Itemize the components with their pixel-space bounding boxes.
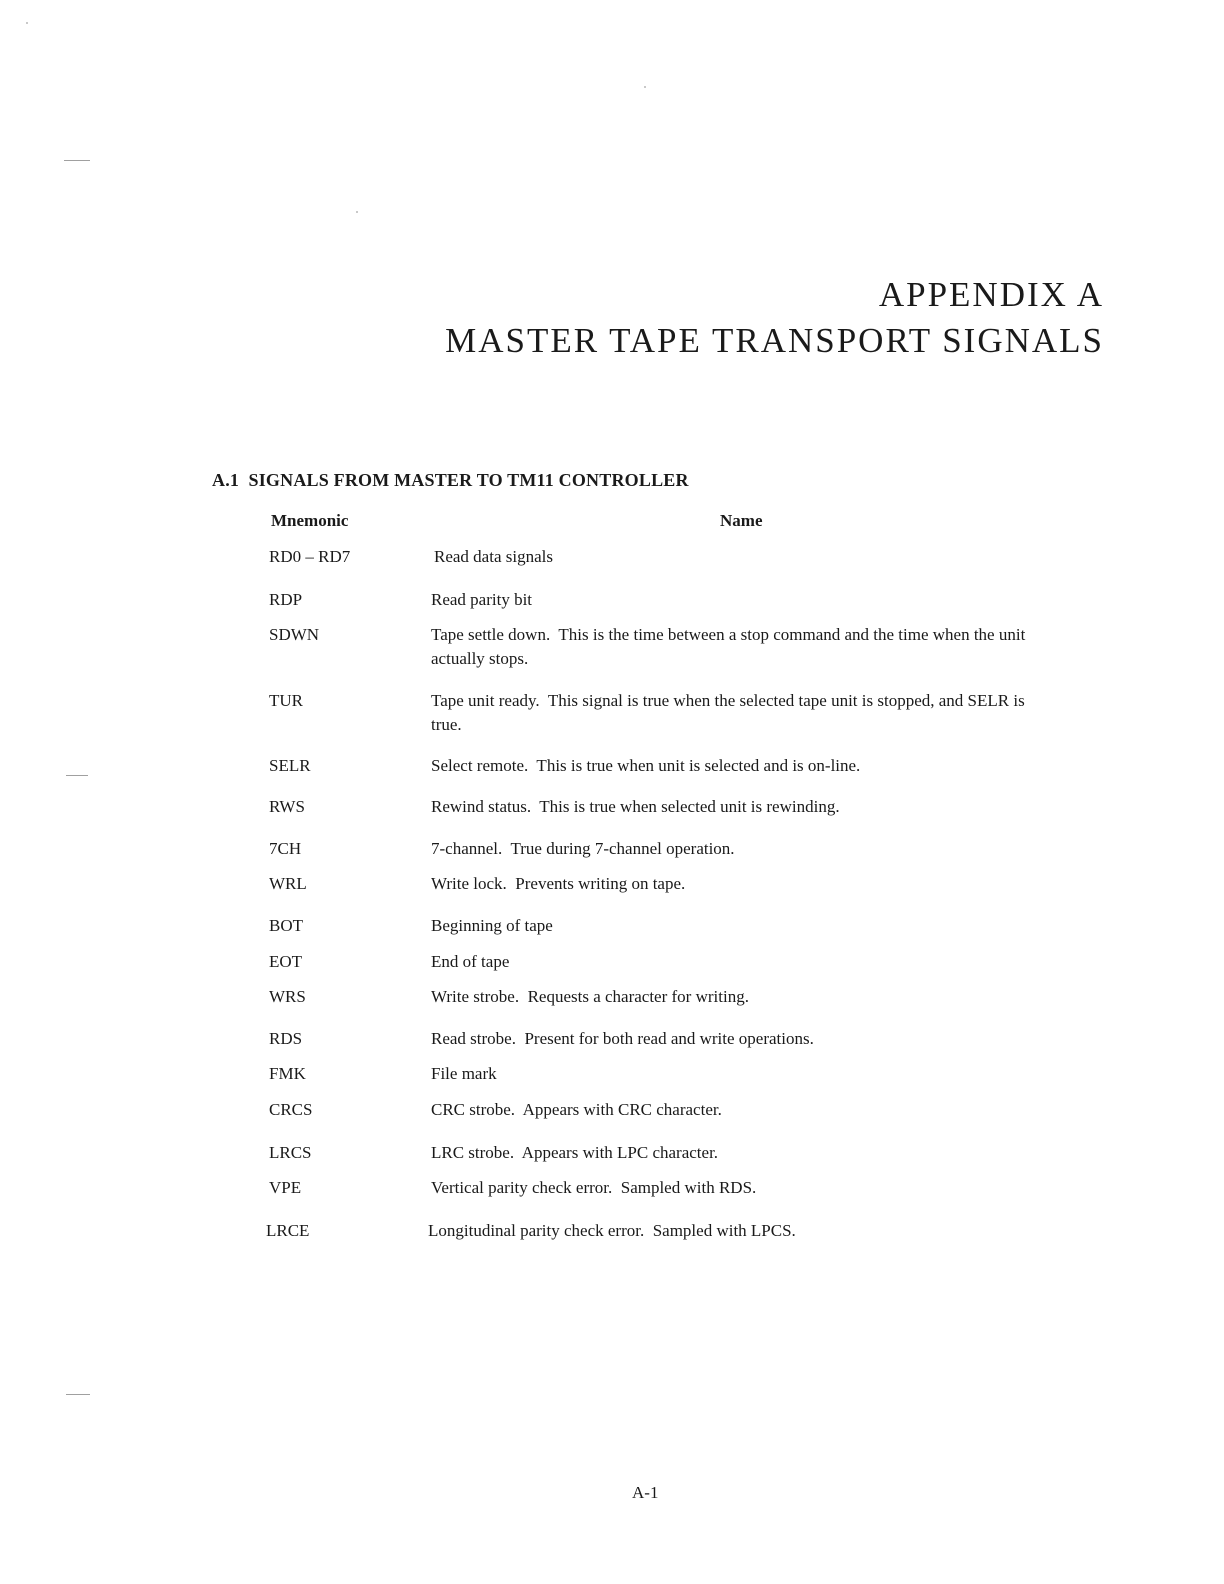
mnemonic-cell: RDP	[269, 590, 303, 609]
appendix-title-block	[445, 272, 1104, 364]
name-cell: Read strobe. Present for both read and write operations.	[431, 1029, 814, 1048]
mnemonic-cell: FMK	[269, 1064, 306, 1083]
mnemonic-cell: TUR	[269, 691, 303, 710]
mnemonic-cell: LRCS	[269, 1143, 312, 1162]
name-cell: File mark	[431, 1064, 497, 1083]
mnemonic-cell: EOT	[269, 952, 303, 971]
mnemonic-cell: SELR	[269, 756, 311, 775]
name-cell: Tape unit ready. This signal is true when the selected tape unit is stopped, and SELR is true.	[431, 691, 1029, 734]
mnemonic-cell: BOT	[269, 916, 303, 935]
mnemonic-cell: WRS	[269, 987, 306, 1006]
name-cell: Write strobe. Requests a character for writing.	[431, 987, 749, 1006]
mnemonic-cell: WRL	[269, 874, 307, 893]
scan-mark	[66, 775, 88, 776]
name-cell: Select remote. This is true when unit is selected and is on-line.	[431, 756, 861, 775]
mnemonic-cell: RDS	[269, 1029, 303, 1048]
name-cell: Rewind status. This is true when selected unit is rewinding.	[431, 797, 840, 816]
scan-speck	[356, 211, 358, 213]
name-cell: Tape settle down. This is the time between a stop command and the time when the unit actually stops.	[431, 625, 1030, 668]
mnemonic-cell: RWS	[269, 797, 305, 816]
mnemonic-cell: 7CH	[269, 839, 302, 858]
page-title: MASTER TAPE TRANSPORT SIGNALS	[445, 321, 1104, 360]
appendix-label: APPENDIX A	[878, 275, 1104, 314]
section-heading: A.1 SIGNALS FROM MASTER TO TM11 CONTROLLER	[212, 470, 689, 490]
page-number: A-1	[632, 1483, 659, 1502]
column-header-mnemonic: Mnemonic	[271, 511, 349, 530]
mnemonic-cell: CRCS	[269, 1100, 313, 1119]
scan-mark	[66, 1394, 90, 1395]
scan-speck	[644, 86, 646, 88]
column-header-name: Name	[720, 511, 763, 530]
name-cell: Vertical parity check error. Sampled with RDS.	[431, 1178, 757, 1197]
name-cell: CRC strobe. Appears with CRC character.	[431, 1100, 722, 1119]
mnemonic-cell: SDWN	[269, 625, 320, 644]
name-cell: Beginning of tape	[431, 916, 553, 935]
name-cell: End of tape	[431, 952, 510, 971]
name-cell: Write lock. Prevents writing on tape.	[431, 874, 686, 893]
scan-speck	[26, 22, 28, 24]
name-cell: Longitudinal parity check error. Sampled with LPCS.	[428, 1221, 796, 1240]
mnemonic-cell: VPE	[269, 1178, 302, 1197]
name-cell: Read data signals	[434, 547, 553, 566]
name-cell: LRC strobe. Appears with LPC character.	[431, 1143, 719, 1162]
scan-mark	[64, 160, 90, 161]
name-cell: Read parity bit	[431, 590, 533, 609]
name-cell: 7-channel. True during 7-channel operation.	[431, 839, 735, 858]
mnemonic-cell: LRCE	[266, 1221, 310, 1240]
mnemonic-cell: RD0 – RD7	[269, 547, 351, 566]
